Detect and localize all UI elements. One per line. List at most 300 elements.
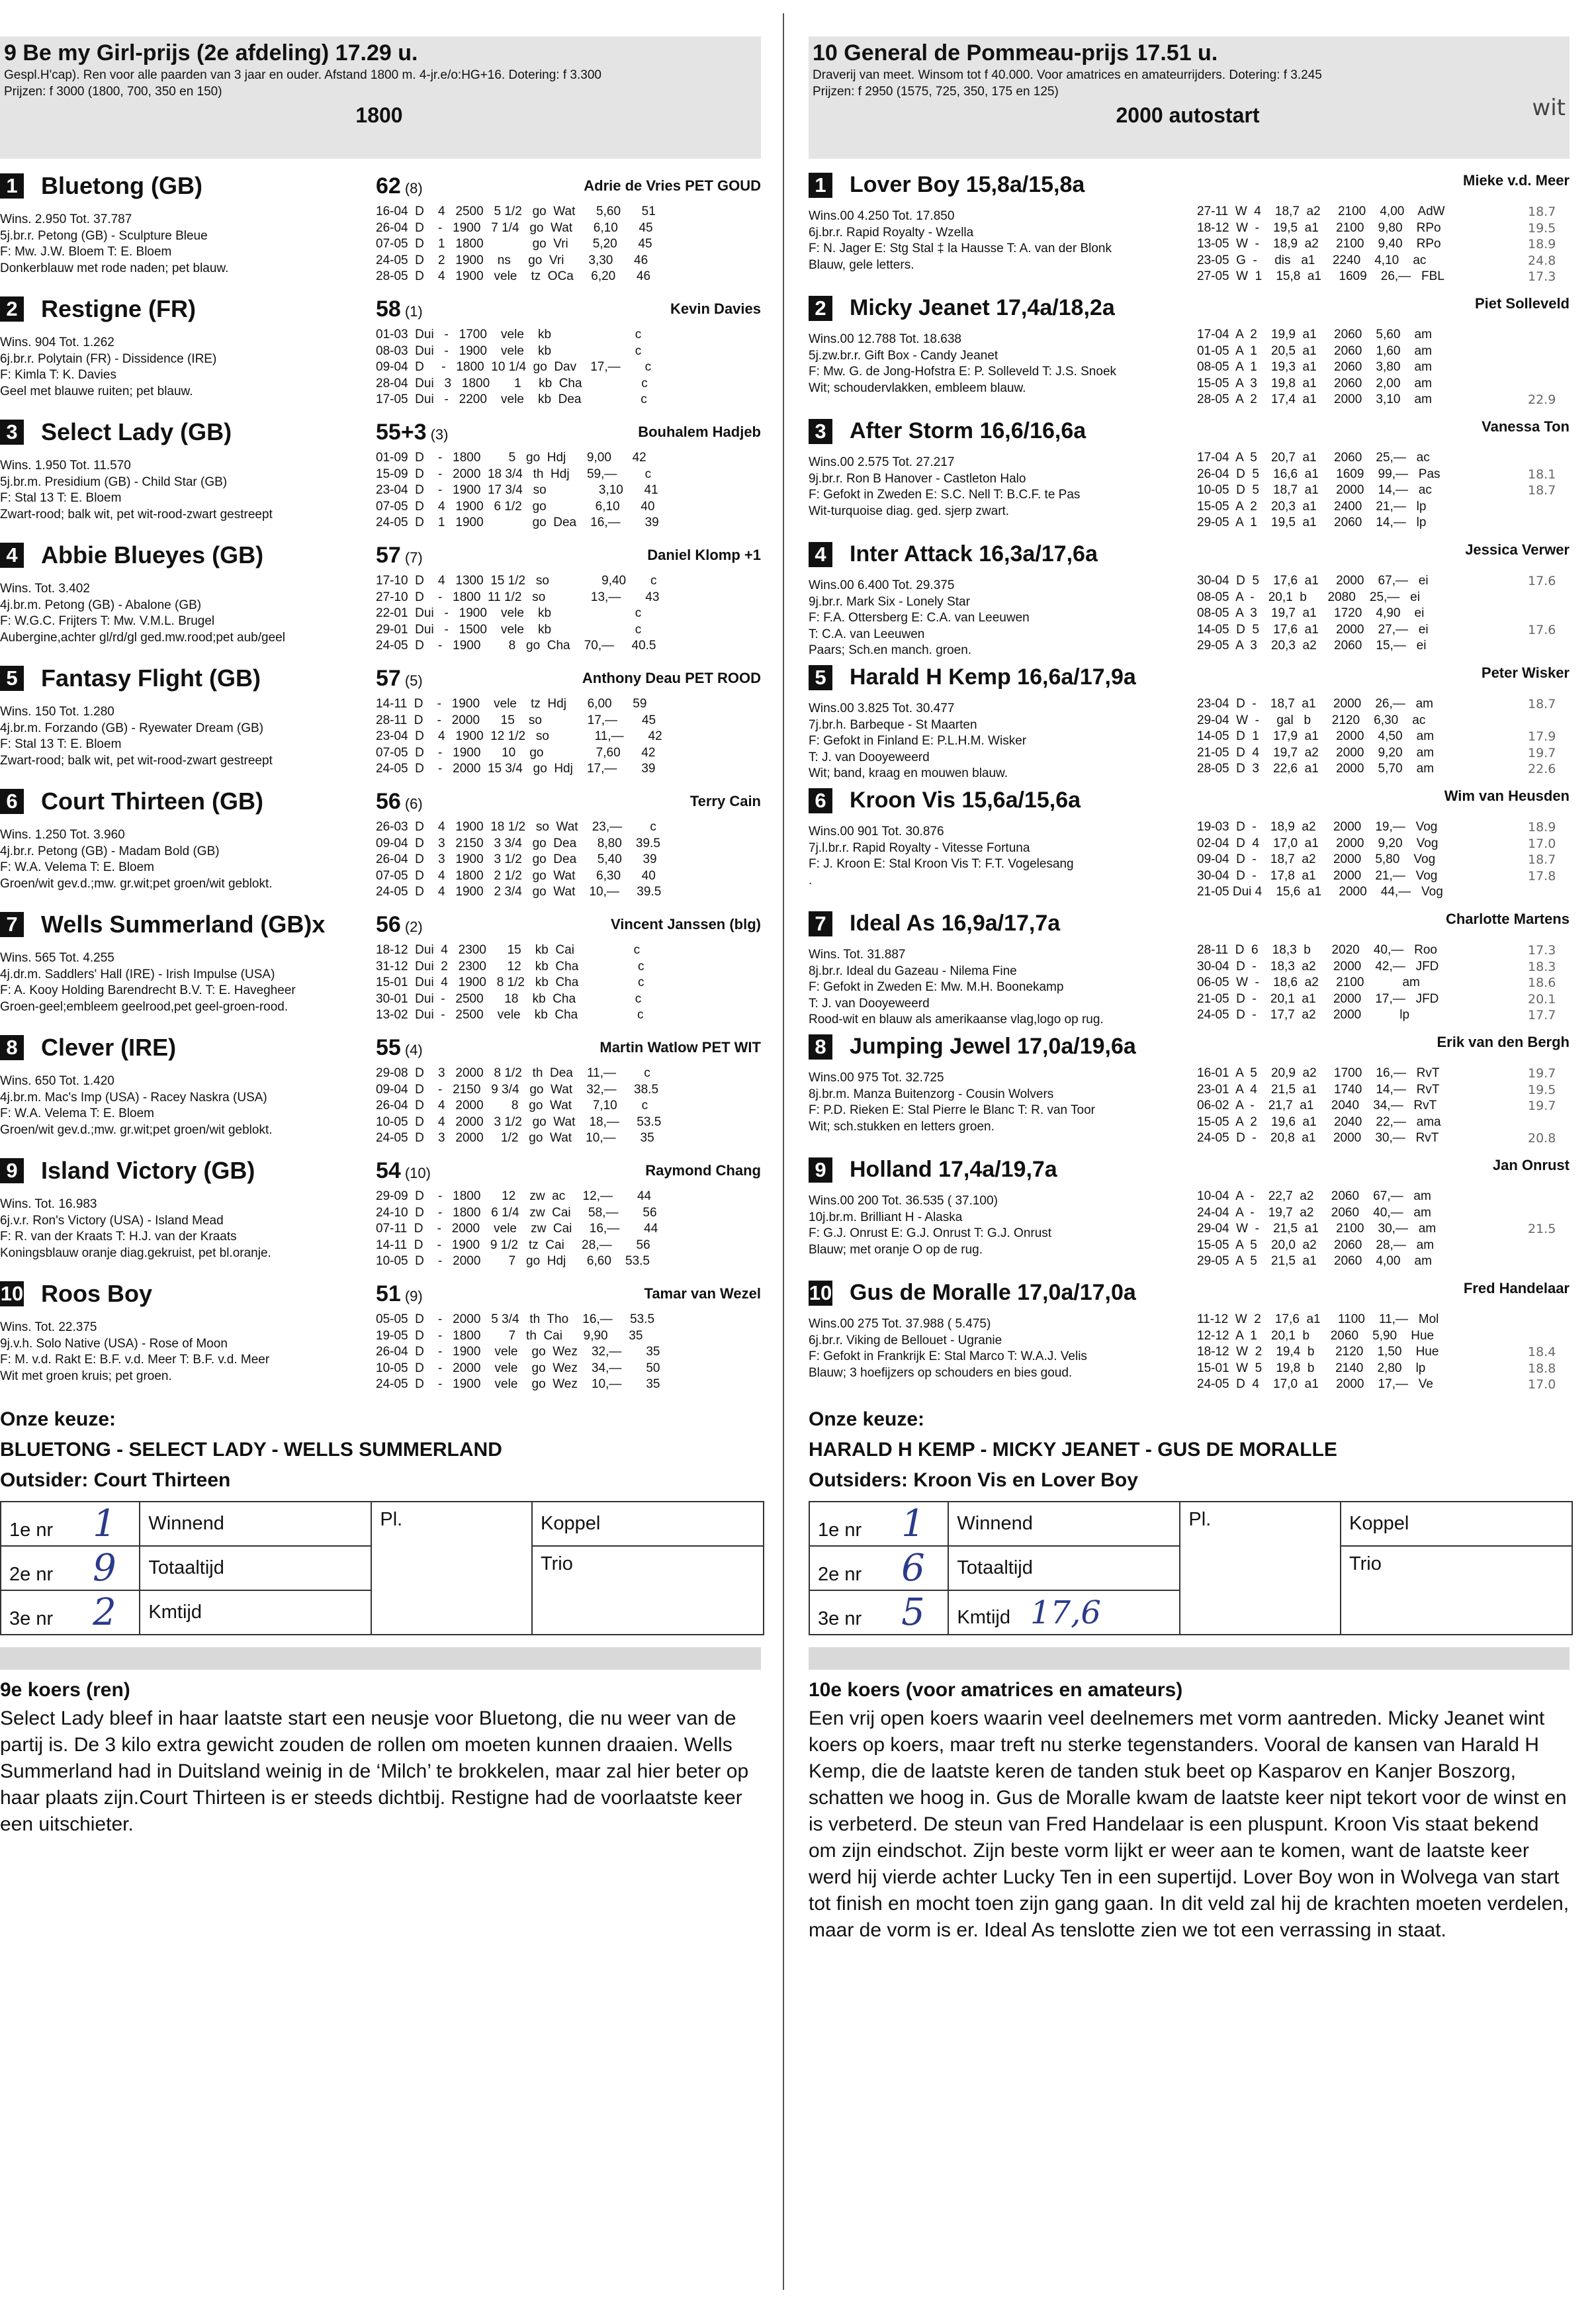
horse-info-line: Wins.00 200 Tot. 36.535 ( 37.100) xyxy=(809,1194,998,1208)
horse-name: Abbie Blueyes (GB) xyxy=(41,541,264,568)
horse-name: Island Victory (GB) xyxy=(41,1157,255,1184)
jockey-name: Bouhalem Hadjeb xyxy=(638,424,761,440)
form-line: 30-01 Dui - 2500 18 kb Cha c xyxy=(376,991,642,1006)
horse-info-line: F: Kimla T: K. Davies xyxy=(0,368,116,382)
form-line: 15-05 A 3 19,8 a1 2060 2,00 am xyxy=(1197,376,1432,390)
form-line: 24-05 D - 20,8 a1 2000 30,— RvT xyxy=(1197,1131,1439,1145)
horse-info-line: Wins. 650 Tot. 1.420 xyxy=(0,1074,114,1088)
horse-info-line: F: Mw. G. de Jong-Hofstra E: P. Solleveld T: J.S. Snoek xyxy=(809,365,1117,379)
saddle-number: 8 xyxy=(0,1035,24,1060)
form-lines xyxy=(376,819,661,901)
form-line: 05-05 D - 2000 5 3/4 th Tho 16,— 53.5 xyxy=(376,1312,655,1326)
koppel-label: Koppel xyxy=(1341,1502,1572,1546)
entry-list xyxy=(809,172,1570,1403)
form-line: 07-05 D 1 1800 go Vri 5,20 45 xyxy=(376,237,652,251)
form-line: 18-12 W - 19,5 a1 2100 9,80 RPo xyxy=(1197,220,1441,235)
horse-info-line: T: C.A. van Leeuwen xyxy=(809,627,925,641)
form-line: 24-05 D - 2000 15 3/4 go Hdj 17,— 39 xyxy=(376,762,656,776)
form-lines xyxy=(1197,573,1429,655)
horse-name: After Storm 16,6/16,6a xyxy=(850,418,1086,443)
weight-value: 55 xyxy=(376,1035,401,1060)
horse-info-line: F: N. Jager E: Stg Stal ‡ la Hausse T: A. van der Blonk xyxy=(809,242,1112,255)
stall-number: (10) xyxy=(404,1165,431,1181)
horse-heading xyxy=(809,1034,1136,1060)
horse-entry xyxy=(0,788,761,911)
form-line: 09-04 D - 2150 9 3/4 go Wat 32,— 38.5 xyxy=(376,1082,659,1097)
form-line: 09-04 D 3 2150 3 3/4 go Dea 8,80 39.5 xyxy=(376,836,660,850)
handwritten-times: 18.4 18.8 17.0 xyxy=(1528,1345,1556,1392)
form-line: 30-04 D - 17,8 a1 2000 21,— Vog xyxy=(1197,868,1438,883)
horse-entry xyxy=(0,1034,761,1157)
form-line: 16-04 D 4 2500 5 1/2 go Wat 5,60 51 xyxy=(376,204,656,218)
form-line: 08-03 Dui - 1900 vele kb c xyxy=(376,343,642,358)
horse-info-line: Wins.00 901 Tot. 30.876 xyxy=(809,825,944,838)
pick-line: BLUETONG - SELECT LADY - WELLS SUMMERLAND xyxy=(0,1439,502,1461)
weight-value: 55+3 xyxy=(376,420,427,445)
horse-info-line: Wins. 565 Tot. 4.255 xyxy=(0,951,114,965)
form-line: 08-05 A 3 19,7 a1 1720 4,90 ei xyxy=(1197,606,1425,620)
horse-info-line: F: Stal 13 T: E. Bloem xyxy=(0,737,122,751)
form-line: 07-05 D 4 1900 6 1/2 go 6,10 40 xyxy=(376,499,655,514)
form-line: 31-12 Dui 2 2300 12 kb Cha c xyxy=(376,959,644,974)
horse-weight xyxy=(376,666,423,692)
saddle-number: 10 xyxy=(809,1281,832,1304)
saddle-number: 3 xyxy=(809,419,832,444)
form-line: 14-05 D 1 17,9 a1 2000 4,50 am xyxy=(1197,729,1435,743)
handwritten-1: 1 xyxy=(901,1502,925,1545)
horse-info-line: Zwart-rood; balk wit, pet wit-rood-zwart gestreept xyxy=(0,753,273,768)
horse-heading xyxy=(0,788,263,815)
horse-entry xyxy=(809,788,1570,911)
horse-info-line: T: J. van Dooyeweerd xyxy=(809,996,930,1011)
row-label-3: 3e nr xyxy=(9,1608,54,1629)
horse-weight xyxy=(376,1158,431,1184)
form-lines xyxy=(376,327,651,408)
right-column xyxy=(809,36,1570,1944)
form-lines xyxy=(1197,1312,1439,1393)
horse-heading xyxy=(809,541,1098,567)
saddle-number: 7 xyxy=(0,912,24,937)
horse-info-line: Wins. 904 Tot. 1.262 xyxy=(0,336,114,349)
form-line: 17-05 Dui - 2200 vele kb Dea c xyxy=(376,392,647,406)
horse-info-line: F: Mw. J.W. Bloem T: E. Bloem xyxy=(0,245,172,259)
horse-info-line: F: Gefokt in Frankrijk E: Stal Marco T: W.A.J. Velis xyxy=(809,1349,1087,1363)
horse-info-line: F: F.A. Ottersberg E: C.A. van Leeuwen xyxy=(809,611,1030,625)
row-label-2: 2e nr xyxy=(9,1564,54,1585)
form-line: 19-05 D - 1800 7 th Cai 9,90 35 xyxy=(376,1328,643,1343)
horse-info-line: Wit met groen kruis; pet groen. xyxy=(0,1369,172,1383)
stall-number: (1) xyxy=(404,303,423,320)
horse-info-line: F: J. Kroon E: Stal Kroon Vis T: F.T. Vogelesang xyxy=(809,857,1074,871)
horse-info-line: Wit; sch.stukken en letters groen. xyxy=(809,1119,995,1134)
stall-number: (6) xyxy=(404,795,423,812)
horse-name: Inter Attack 16,3a/17,6a xyxy=(850,541,1098,566)
form-line: 24-05 D - 1900 8 go Cha 70,— 40.5 xyxy=(376,639,656,653)
horse-info xyxy=(809,455,1080,520)
form-line: 17-04 A 5 20,7 a1 2060 25,— ac xyxy=(1197,451,1430,465)
weight-value: 58 xyxy=(376,296,401,322)
form-line: 28-05 D 3 22,6 a1 2000 5,70 am xyxy=(1197,762,1435,776)
horse-weight xyxy=(376,173,423,199)
horse-info-line: 6j.v.r. Ron's Victory (USA) - Island Mead xyxy=(0,1213,224,1228)
form-line: 08-05 A 1 19,3 a1 2060 3,80 am xyxy=(1197,360,1432,374)
horse-info-line: F: W.A. Velema T: E. Bloem xyxy=(0,860,155,874)
saddle-number: 10 xyxy=(0,1282,24,1305)
driver-name: Vanessa Ton xyxy=(1482,418,1570,435)
section-text: Select Lady bleef in haar laatste start een neusje voor Bluetong, die nu weer van de partij is. De 3 kilo extra gewicht zouden de rollen om moeten kunnen draaien. Wells Summerland had in Duitsland weinig in de ‘Milch’ te brokkelen, maar zal hier beter op haar plaats zijn.Court Thirteen is er steeds dichtbij. Restigne had de voorlaatste keer een uitschieter. xyxy=(0,1707,749,1835)
horse-info-line: 5j.br.r. Petong (GB) - Sculpture Bleue xyxy=(0,228,208,243)
form-line: 11-12 W 2 17,6 a1 1100 11,— Mol xyxy=(1197,1312,1439,1326)
jockey-name: Vincent Janssen (blg) xyxy=(611,916,761,932)
horse-entry xyxy=(809,418,1570,541)
horse-name: Jumping Jewel 17,0a/19,6a xyxy=(850,1034,1136,1059)
form-line: 24-10 D - 1800 6 1/4 zw Cai 58,— 56 xyxy=(376,1205,657,1220)
form-line: 15-01 W 5 19,8 b 2140 2,80 lp xyxy=(1197,1361,1426,1375)
horse-heading xyxy=(809,295,1115,321)
form-lines xyxy=(1197,204,1445,285)
jockey-name: Raymond Chang xyxy=(645,1162,761,1179)
pick-line: HARALD H KEMP - MICKY JEANET - GUS DE MORALLE xyxy=(809,1439,1337,1461)
form-line: 27-05 W 1 15,8 a1 1609 26,— FBL xyxy=(1197,269,1444,283)
trio-label: Trio xyxy=(1341,1546,1572,1635)
form-line: 24-04 A - 19,7 a2 2060 40,— am xyxy=(1197,1205,1431,1220)
horse-name: Harald H Kemp 16,6a/17,9a xyxy=(850,664,1136,690)
horse-info xyxy=(0,1073,273,1138)
form-line: 09-04 D - 18,7 a2 2000 5,80 Vog xyxy=(1197,852,1436,866)
horse-heading xyxy=(0,295,196,323)
saddle-number: 2 xyxy=(0,296,24,322)
saddle-number: 7 xyxy=(809,911,832,936)
horse-info-line: Wins.00 275 Tot. 37.988 ( 5.475) xyxy=(809,1317,991,1331)
section-bar xyxy=(0,1647,761,1670)
horse-info-line: Wins.00 6.400 Tot. 29.375 xyxy=(809,578,955,592)
form-lines xyxy=(376,450,659,531)
form-line: 10-04 A - 22,7 a2 2060 67,— am xyxy=(1197,1189,1431,1203)
saddle-number: 6 xyxy=(809,788,832,813)
driver-name: Charlotte Martens xyxy=(1445,911,1570,927)
form-line: 09-04 D - 1800 10 1/4 go Dav 17,— c xyxy=(376,360,652,374)
horse-name: Select Lady (GB) xyxy=(41,418,232,445)
horse-heading xyxy=(809,911,1060,936)
driver-name: Wim van Heusden xyxy=(1444,788,1570,804)
form-line: 30-04 D - 18,3 a2 2000 42,— JFD xyxy=(1197,959,1439,974)
entry-list xyxy=(0,172,761,1403)
horse-heading xyxy=(0,418,232,446)
form-line: 24-05 D 3 2000 1/2 go Wat 10,— 35 xyxy=(376,1131,654,1145)
horse-info-line: Wit; band, kraag en mouwen blauw. xyxy=(809,766,1008,780)
horse-info-line: 4j.br.m. Forzando (GB) - Ryewater Dream (GB) xyxy=(0,721,264,735)
handwritten-times: 18.7 17.9 19.7 22.6 xyxy=(1528,697,1556,776)
stall-number: (8) xyxy=(404,180,423,197)
horse-entry xyxy=(809,172,1570,295)
horse-weight xyxy=(376,420,448,445)
form-lines xyxy=(376,573,659,655)
horse-entry xyxy=(809,1157,1570,1280)
jockey-name: Adrie de Vries PET GOUD xyxy=(584,177,761,194)
stall-number: (3) xyxy=(430,426,449,443)
driver-name: Jessica Verwer xyxy=(1465,541,1570,558)
winnend-label: Winnend xyxy=(948,1502,1180,1546)
horse-info-line: Groen-geel;embleem geelrood,pet geel-groen-rood. xyxy=(0,999,288,1014)
horse-info-line: Wit-turquoise diag. ged. sjerp zwart. xyxy=(809,504,1010,518)
form-line: 26-04 D - 1900 vele go Wez 32,— 35 xyxy=(376,1345,660,1359)
form-line: 28-11 D - 2000 15 so 17,— 45 xyxy=(376,713,656,727)
form-line: 27-10 D - 1800 11 1/2 so 13,— 43 xyxy=(376,590,660,604)
stall-number: (9) xyxy=(404,1288,423,1304)
form-line: 13-02 Dui - 2500 vele kb Cha c xyxy=(376,1008,644,1022)
form-lines xyxy=(376,204,656,285)
horse-heading xyxy=(809,788,1081,813)
horse-info-line: 6j.br.r. Rapid Royalty - Wzella xyxy=(809,225,974,240)
horse-info-line: F: R. van der Kraats T: H.J. van der Kraats xyxy=(0,1230,237,1244)
form-lines xyxy=(1197,1065,1441,1147)
form-line: 29-05 A 3 20,3 a2 2060 15,— ei xyxy=(1197,639,1427,653)
horse-heading xyxy=(0,172,202,200)
kmtijd-label: Kmtijd xyxy=(140,1590,371,1635)
form-line: 23-04 D 4 1900 12 1/2 so 11,— 42 xyxy=(376,729,662,743)
form-line: 15-05 A 2 19,6 a1 2040 22,— ama xyxy=(1197,1114,1441,1129)
horse-info xyxy=(809,1316,1087,1381)
race-prizes: Prijzen: f 2950 (1575, 725, 350, 175 en 125) xyxy=(813,85,1059,99)
jockey-name: Martin Watlow PET WIT xyxy=(599,1039,761,1056)
form-line: 13-05 W - 18,9 a2 2100 9,40 RPo xyxy=(1197,237,1441,251)
handwritten-kmtijd: 17,6 xyxy=(1030,1594,1101,1631)
handwritten-note: wit xyxy=(1532,95,1566,121)
form-line: 29-08 D 3 2000 8 1/2 th Dea 11,— c xyxy=(376,1066,650,1080)
form-line: 15-09 D - 2000 18 3/4 th Hdj 59,— c xyxy=(376,467,652,481)
driver-name: Mieke v.d. Meer xyxy=(1463,172,1570,189)
horse-info-line: 4j.br.r. Petong (GB) - Madam Bold (GB) xyxy=(0,844,220,858)
horse-entry xyxy=(0,295,761,418)
horse-info-line: Blauw, gele letters. xyxy=(809,257,914,272)
form-line: 23-05 G - dis a1 2240 4,10 ac xyxy=(1197,253,1427,267)
form-line: 10-05 D 4 2000 3 1/2 go Wat 18,— 53.5 xyxy=(376,1114,662,1129)
stall-number: (2) xyxy=(404,919,423,935)
horse-info-line: Donkerblauw met rode naden; pet blauw. xyxy=(0,261,229,275)
form-line: 24-05 D 2 1900 ns go Vri 3,30 46 xyxy=(376,253,648,267)
section-title: 10e koers (voor amatrices en amateurs) xyxy=(809,1679,1183,1701)
form-line: 24-05 D 4 17,0 a1 2000 17,— Ve xyxy=(1197,1377,1434,1391)
horse-info-line: Wins. 150 Tot. 1.280 xyxy=(0,705,114,719)
stall-number: (5) xyxy=(404,672,423,689)
form-lines xyxy=(376,696,662,778)
horse-info-line: 9j.br.r. Mark Six - Lonely Star xyxy=(809,594,970,609)
horse-heading xyxy=(0,541,263,569)
left-column xyxy=(0,36,761,1838)
horse-name: Ideal As 16,9a/17,7a xyxy=(850,911,1061,936)
horse-info-line: F: Gefokt in Zweden E: S.C. Nell T: B.C.F. te Pas xyxy=(809,488,1081,502)
horse-heading xyxy=(0,1280,152,1308)
horse-name: Wells Summerland (GB)x xyxy=(41,911,326,938)
weight-value: 51 xyxy=(376,1281,401,1306)
horse-info-line: Wins.00 3.825 Tot. 30.477 xyxy=(809,702,955,715)
horse-info xyxy=(0,1320,269,1384)
form-lines xyxy=(376,1189,658,1270)
horse-info-line: Geel met blauwe ruiten; pet blauw. xyxy=(0,384,193,398)
form-lines xyxy=(376,1065,661,1147)
horse-info-line: Wins.00 12.788 Tot. 18.638 xyxy=(809,332,961,346)
section-text: Een vrij open koers waarin veel deelnemers met vorm aantreden. Micky Jeanet wint koers op koers, maar treft nu sterke tegenstanders. Vooral de kansen van Harald H Kemp, die de laatste keren de tanden stuk beet op Kasparov en Kanjer Boszorg, schatten we hoog in. Gus de Moralle kwam de laatste keer nipt tekort voor de winst en is verbeterd. De steun van Fred Handelaar is een pluspunt. Kroon Vis staat bekend om zijn eindschot. Zijn beste vorm lijkt er weer aan te komen, want de laatste keer werd hij vierde achter Lucky Ten in een supertijd. Lover Boy won in Wolvega van start tot finish en mocht toen zijn gang gaan. In dit veld zal hij de krachten moeten verdelen, maar de vorm is er. Ideal As tenslotte zien we tot een verrassing in staat. xyxy=(809,1707,1570,1941)
form-line: 26-04 D 5 16,6 a1 1609 99,— Pas xyxy=(1197,467,1441,481)
form-line: 02-04 D 4 17,0 a1 2000 9,20 Vog xyxy=(1197,836,1439,850)
horse-info-line: Rood-wit en blauw als amerikaanse vlag,logo op rug. xyxy=(809,1013,1104,1026)
column-divider xyxy=(783,13,784,2290)
horse-name: Bluetong (GB) xyxy=(41,172,202,199)
horse-info-line: Wins. 2.950 Tot. 37.787 xyxy=(0,212,132,226)
horse-info xyxy=(0,458,273,523)
horse-info-line: Wins.00 2.575 Tot. 27.217 xyxy=(809,455,955,469)
horse-info-line: Wins. Tot. 31.887 xyxy=(809,948,906,962)
handwritten-times: 18.1 18.7 xyxy=(1528,467,1556,498)
horse-info xyxy=(809,578,1030,659)
horse-info xyxy=(809,824,1074,889)
horse-weight xyxy=(376,296,423,322)
horse-info-line: 4j.br.m. Petong (GB) - Abalone (GB) xyxy=(0,598,202,612)
horse-info-line: F: W.A. Velema T: E. Bloem xyxy=(0,1107,155,1120)
horse-entry xyxy=(809,541,1570,664)
jockey-name: Tamar van Wezel xyxy=(644,1285,761,1302)
horse-info-line: 7j.l.br.r. Rapid Royalty - Vitesse Fortuna xyxy=(809,840,1030,855)
koppel-label: Koppel xyxy=(532,1502,764,1546)
horse-name: Roos Boy xyxy=(41,1280,153,1307)
horse-info-line: F: Gefokt in Zweden E: Mw. M.H. Boonekamp xyxy=(809,980,1064,994)
form-line: 14-05 D 5 17,6 a1 2000 27,— ei xyxy=(1197,622,1429,637)
horse-entry xyxy=(0,664,761,788)
horse-info-line: Wins. 1.950 Tot. 11.570 xyxy=(0,459,131,473)
horse-info-line: Wins. Tot. 16.983 xyxy=(0,1197,97,1211)
horse-info-line: 9j.br.r. Ron B Hanover - Castleton Halo xyxy=(809,471,1026,486)
form-line: 08-05 A - 20,1 b 2080 25,— ei xyxy=(1197,590,1420,604)
outsider-line: Outsiders: Kroon Vis en Lover Boy xyxy=(809,1469,1138,1491)
saddle-number: 5 xyxy=(0,666,24,691)
handwritten-times: 22.9 xyxy=(1528,392,1556,407)
form-line: 12-12 A 1 20,1 b 2060 5,90 Hue xyxy=(1197,1328,1435,1343)
pl-label: Pl. xyxy=(371,1502,532,1635)
row-label-1: 1e nr xyxy=(818,1519,862,1541)
form-line: 14-11 D - 1900 vele tz Hdj 6,00 59 xyxy=(376,697,647,711)
form-lines xyxy=(1197,696,1434,778)
race-prizes: Prijzen: f 3000 (1800, 700, 350 en 150) xyxy=(4,85,222,99)
horse-info-line: F: W.G.C. Frijters T: Mw. V.M.L. Brugel xyxy=(0,614,215,628)
horse-info-line: Blauw; 3 hoefijzers op schouders en bies goud. xyxy=(809,1365,1073,1380)
race-conditions: Draverij van meet. Winsom tot f 40.000. Voor amatrices en amateurrijders. Dotering: f 3.245 xyxy=(813,68,1322,82)
horse-entry xyxy=(0,1157,761,1280)
row-label-3: 3e nr xyxy=(818,1608,862,1629)
handwritten-2: 6 xyxy=(901,1547,925,1590)
horse-heading xyxy=(809,418,1086,444)
result-table xyxy=(809,1501,1573,1635)
form-line: 30-04 D 5 17,6 a1 2000 67,— ei xyxy=(1197,574,1429,588)
horse-info-line: 8j.br.r. Ideal du Gazeau - Nilema Fine xyxy=(809,964,1017,978)
saddle-number: 1 xyxy=(0,173,24,199)
form-lines xyxy=(1197,819,1443,901)
pl-label: Pl. xyxy=(1180,1502,1341,1635)
horse-heading xyxy=(809,664,1136,690)
horse-info xyxy=(809,1070,1095,1135)
horse-info xyxy=(0,827,273,892)
form-lines xyxy=(1197,327,1432,408)
horse-entry xyxy=(809,911,1570,1034)
horse-info-line: Aubergine,achter gl/rd/gl ged.mw.rood;pet aub/geel xyxy=(0,630,285,645)
horse-info-line: Wit; schoudervlakken, embleem blauw. xyxy=(809,381,1026,395)
form-line: 24-05 D 4 1900 2 3/4 go Wat 10,— 39.5 xyxy=(376,885,662,899)
form-line: 07-05 D 4 1800 2 1/2 go Wat 6,30 40 xyxy=(376,868,656,883)
horse-entry xyxy=(809,1280,1570,1403)
horse-info xyxy=(0,335,216,400)
horse-info-line: Groen/wit gev.d.;mw. gr.wit;pet groen/wit geblokt. xyxy=(0,876,273,891)
form-lines xyxy=(376,942,644,1024)
saddle-number: 6 xyxy=(0,789,24,814)
horse-weight xyxy=(376,543,423,568)
form-line: 28-05 D 4 1900 vele tz OCa 6,20 46 xyxy=(376,269,651,283)
form-line: 22-01 Dui - 1900 vele kb c xyxy=(376,606,642,620)
jockey-name: Daniel Klomp +1 xyxy=(647,547,761,563)
race-distance: 2000 autostart xyxy=(1116,103,1260,127)
handwritten-times: 17.6 17.6 xyxy=(1528,574,1556,637)
saddle-number: 2 xyxy=(809,296,832,321)
horse-info-line: Wins.00 4.250 Tot. 17.850 xyxy=(809,209,955,223)
form-line: 10-05 D - 2000 7 go Hdj 6,60 53.5 xyxy=(376,1254,650,1268)
horse-info xyxy=(0,212,228,277)
saddle-number: 5 xyxy=(809,665,832,690)
form-line: 06-02 A - 21,7 a1 2040 34,— RvT xyxy=(1197,1099,1437,1112)
form-line: 28-05 A 2 17,4 a1 2000 3,10 am xyxy=(1197,392,1432,406)
pick-label: Onze keuze: xyxy=(809,1408,925,1430)
race-header-10 xyxy=(809,36,1570,159)
horse-heading xyxy=(809,1280,1136,1306)
form-line: 07-11 D - 2000 vele zw Cai 16,— 44 xyxy=(376,1222,658,1236)
horse-info-line: F: A. Kooy Holding Barendrecht B.V. T: E. Havegheer xyxy=(0,983,296,997)
form-line: 15-01 Dui 4 1900 8 1/2 kb Cha c xyxy=(376,975,644,989)
form-line: 26-03 D 4 1900 18 1/2 so Wat 23,— c xyxy=(376,820,656,834)
saddle-number: 4 xyxy=(809,542,832,567)
horse-entry xyxy=(0,1280,761,1403)
horse-name: Clever (IRE) xyxy=(41,1034,177,1061)
form-line: 29-09 D - 1800 12 zw ac 12,— 44 xyxy=(376,1189,652,1203)
saddle-number: 4 xyxy=(0,543,24,568)
outsider-line: Outsider: Court Thirteen xyxy=(0,1469,231,1491)
handwritten-times: 21.5 xyxy=(1528,1222,1556,1236)
form-line: 01-03 Dui - 1700 vele kb c xyxy=(376,328,642,341)
section-title: 9e koers (ren) xyxy=(0,1679,130,1701)
form-line: 24-05 D - 1900 vele go Wez 10,— 35 xyxy=(376,1377,660,1391)
horse-info xyxy=(809,1193,1051,1258)
form-line: 26-04 D 3 1900 3 1/2 go Dea 5,40 39 xyxy=(376,852,657,866)
form-line: 29-01 Dui - 1500 vele kb c xyxy=(376,622,642,637)
winnend-label: Winnend xyxy=(140,1502,371,1546)
jockey-name: Kevin Davies xyxy=(670,300,761,317)
horse-info xyxy=(0,1197,271,1261)
horse-entry xyxy=(809,295,1570,418)
horse-info-line: 7j.br.h. Barbeque - St Maarten xyxy=(809,717,977,732)
jockey-name: Anthony Deau PET ROOD xyxy=(582,670,761,686)
horse-info-line: F: G.J. Onrust E: G.J. Onrust T: G.J. Onrust xyxy=(809,1226,1052,1240)
horse-info-line: 4j.br.m. Mac's Imp (USA) - Racey Naskra (USA) xyxy=(0,1090,267,1105)
form-line: 23-01 A 4 21,5 a1 1740 14,— RvT xyxy=(1197,1082,1440,1097)
horse-info xyxy=(0,950,296,1015)
horse-info-line: Wins.00 975 Tot. 32.725 xyxy=(809,1071,944,1085)
horse-heading xyxy=(809,172,1085,198)
form-line: 01-05 A 1 20,5 a1 2060 1,60 am xyxy=(1197,343,1432,358)
weight-value: 56 xyxy=(376,912,401,937)
horse-info-line: 6j.br.r. Polytain (FR) - Dissidence (IRE) xyxy=(0,351,217,366)
horse-info-line: Koningsblauw oranje diag.gekruist, pet bl.oranje. xyxy=(0,1246,271,1260)
form-line: 29-04 W - 21,5 a1 2100 30,— am xyxy=(1197,1222,1437,1236)
race-conditions: Gespl.H'cap). Ren voor alle paarden van 3 jaar en ouder. Afstand 1800 m. 4-jr.e/o:HG+16. Dotering: f 3.300 xyxy=(4,68,601,82)
horse-heading xyxy=(0,1157,255,1185)
saddle-number: 1 xyxy=(809,173,832,198)
horse-info xyxy=(809,947,1104,1028)
